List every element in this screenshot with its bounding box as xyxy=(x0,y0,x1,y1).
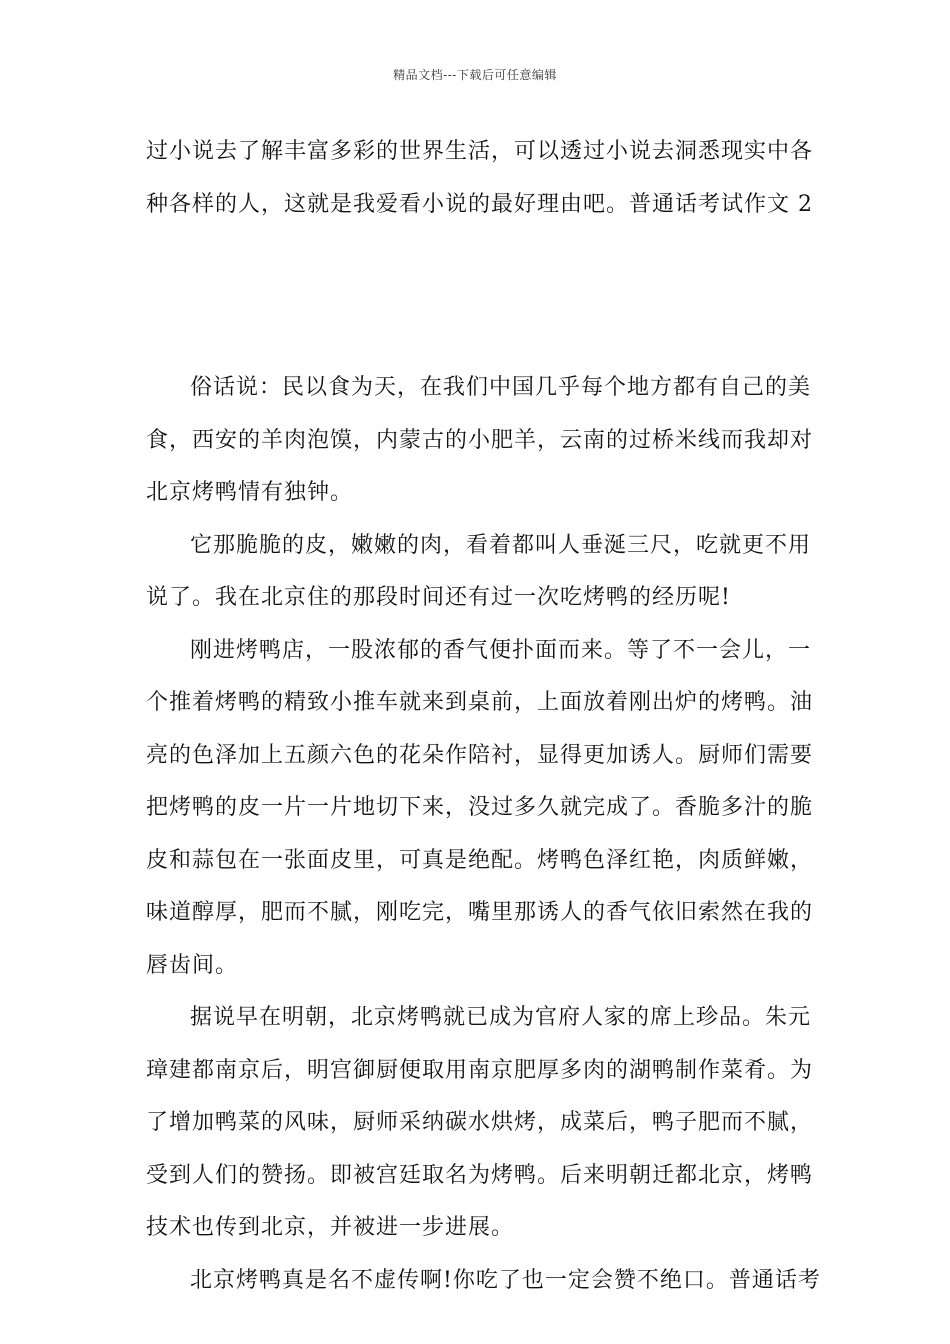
paragraph-end-line: 技术也传到北京，并被进一步进展。 xyxy=(146,1215,515,1240)
paragraph-start-line: 它那脆脆的皮，嫩嫩的肉，看着都叫人垂涎三尺，吃就更不用 xyxy=(190,532,812,558)
paragraph-start-line: 据说早在明朝，北京烤鸭就已成为官府人家的席上珍品。朱元 xyxy=(190,1005,812,1030)
text-line: 味道醇厚，肥而不腻，刚吃完，嘴里那诱人的香气依旧索然在我的 xyxy=(146,900,814,925)
paragraph-start-line: 俗话说：民以食为天，在我们中国几乎每个地方都有自己的美 xyxy=(190,375,812,400)
paragraph-end-line: 说了。我在北京住的那段时间还有过一次吃烤鸭的经历呢! xyxy=(146,585,731,610)
paragraph-start-line: 刚进烤鸭店，一股浓郁的香气便扑面而来。等了不一会儿，一 xyxy=(190,637,812,663)
text-line: 亮的色泽加上五颜六色的花朵作陪衬，显得更加诱人。厨师们需要 xyxy=(146,742,814,768)
document-body xyxy=(146,132,821,1313)
text-line: 皮和蒜包在一张面皮里，可真是绝配。烤鸭色泽红艳，肉质鲜嫩， xyxy=(146,847,814,873)
text-line: 了增加鸭菜的风味，厨师采纳碳水烘烤，成菜后，鸭子肥而不腻， xyxy=(146,1110,814,1135)
text-line: 个推着烤鸭的精致小推车就来到桌前，上面放着刚出炉的烤鸭。油 xyxy=(146,690,814,715)
text-line: 种各样的人，这就是我爱看小说的最好理由吧。普通话考试作文 2 xyxy=(146,191,813,217)
paragraph-end-line: 唇齿间。 xyxy=(146,952,239,978)
paragraph-end-line: 北京烤鸭情有独钟。 xyxy=(146,480,354,505)
text-line: 食，西安的羊肉泡馍，内蒙古的小肥羊，云南的过桥米线而我却对 xyxy=(146,427,814,453)
text-line: 璋建都南京后，明宫御厨便取用南京肥厚多肉的湖鸭制作菜肴。为 xyxy=(146,1057,814,1083)
text-line: 把烤鸭的皮一片一片地切下来，没过多久就完成了。香脆多汁的脆 xyxy=(146,795,814,820)
text-line: 过小说去了解丰富多彩的世界生活，可以透过小说去洞悉现实中各 xyxy=(146,139,814,164)
text-line: 受到人们的赞扬。即被宫廷取名为烤鸭。后来明朝迁都北京，烤鸭 xyxy=(146,1162,814,1188)
section-gap xyxy=(146,237,808,368)
page-header: 精品文档---下载后可任意编辑 xyxy=(393,68,557,82)
paragraph-start-line: 北京烤鸭真是名不虚传啊!你吃了也一定会赞不绝口。普通话考 xyxy=(190,1267,821,1293)
